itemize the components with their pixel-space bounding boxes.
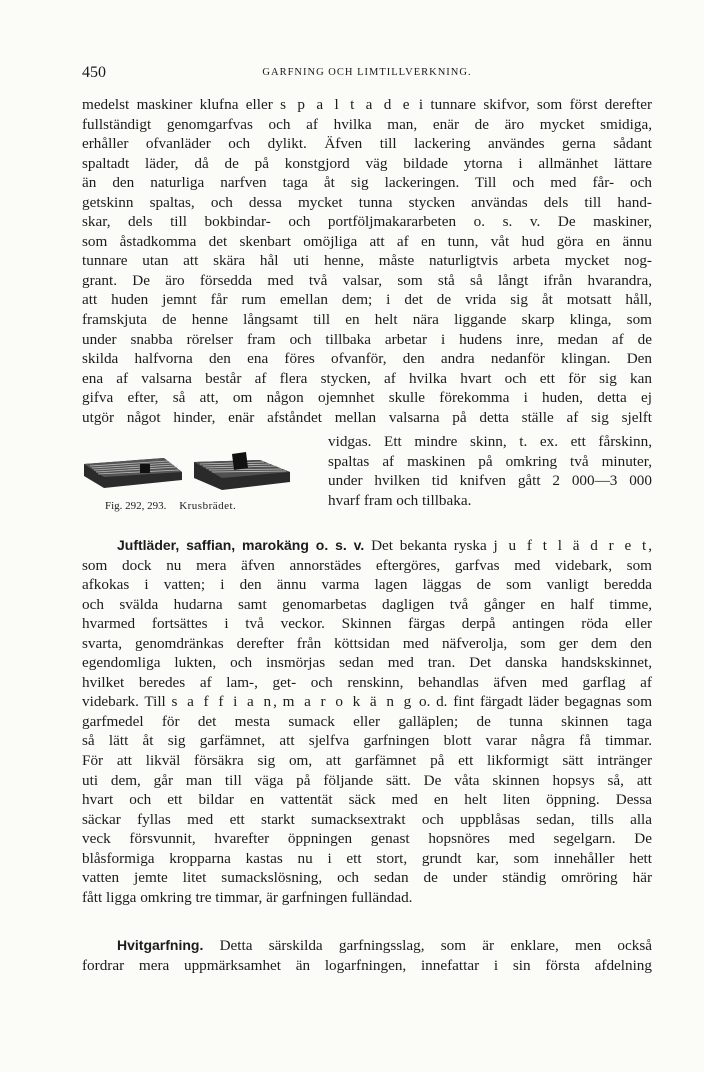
text-segment: så lätt åt sig garfämnet, att sjelfva garfningen blott varar några få timmar. <box>82 732 652 750</box>
text-segment: framskjuta de henne långsamt till en helt nära liggande skarp klinga, som <box>82 311 652 329</box>
text-line <box>82 731 652 751</box>
text-line <box>82 349 652 369</box>
text-segment: ena af valsarna består af flera stycken, af hvilka hvart och ett för sig kan <box>82 369 652 387</box>
text-line <box>82 212 652 232</box>
text-segment: fått ligga omkring tre timmar, är garfningen fulländad. <box>82 888 413 906</box>
paragraph-hvitgarfning <box>82 936 652 975</box>
text-segment: utgör något hinder, enär afståndet mellan valsarna på detta ställe af sig sjelft <box>82 408 652 426</box>
paragraph-spaltning <box>82 95 652 427</box>
text-line <box>82 692 652 712</box>
text-line <box>82 673 652 693</box>
text-segment: egendomliga lukten, och insmörjas sedan med tran. Det danska handskskinnet, <box>82 654 652 672</box>
text-segment: Juftläder, saffian, marokäng o. s. v. <box>117 537 365 553</box>
krusbradet-board-right <box>194 452 290 490</box>
text-line <box>82 712 652 732</box>
text-segment: fullständigt genomgarfvas och af hvilka man, enär de äro mycket smidiga, <box>82 115 652 133</box>
text-line <box>82 369 652 389</box>
text-line <box>82 888 652 908</box>
text-segment: getskinn spaltas, och dessa mycket tunna stycken användas dels till hand- <box>82 193 652 211</box>
text-segment: tunnare utan att skära hål uti henne, måste naturligtvis arbeta mycket nog- <box>82 252 652 270</box>
text-segment: hvart och ett bildar en vattentät säck med en helt liten öppning. Dessa <box>82 791 652 809</box>
page-header <box>82 64 652 84</box>
text-segment: hvilket beredes af lam-, get- och renskinn, behandlas äfven med garflag af <box>82 673 652 691</box>
text-segment: , <box>648 537 652 554</box>
text-segment: videbark. Till <box>82 693 172 711</box>
text-segment: grant. De äro försedda med två valsar, som stå så långt ifrån hvarandra, <box>82 271 652 289</box>
text-segment: fordrar mera uppmärksamhet än logarfningen, innefattar i sin första afdelning <box>82 956 652 974</box>
text-segment: Hvitgarfning. <box>117 937 204 953</box>
text-line <box>82 810 652 830</box>
text-segment: vatten jemte litet sumackslösning, och sedan de under ständig omröring här <box>82 869 652 887</box>
text-line <box>82 751 652 771</box>
text-line <box>82 408 652 428</box>
text-line <box>82 251 652 271</box>
text-line <box>82 290 652 310</box>
text-segment: hvarmed fortsättes i två veckor. Skinnen färgas derpå antingen röda eller <box>82 615 652 633</box>
text-segment: att huden jemnt får rum emellan dem; i det de vrida sig åt motsatt håll, <box>82 291 652 309</box>
text-segment: som åstadkomma det skenbart omöjliga att af en tunn, våt hud göra en ännu <box>82 232 652 250</box>
text-segment: svarta, genomdränkas derefter från köttsidan med näfverolja, som ger dem den <box>82 634 652 652</box>
figure-krusbradet <box>82 438 322 520</box>
text-segment: i tunnare skifvor, som först derefter <box>411 96 652 113</box>
text-line <box>82 771 652 791</box>
text-line <box>82 849 652 869</box>
text-segment: garfmedel för det mesta sumack eller galläplen; de tunna skinnen taga <box>82 712 652 730</box>
text-line <box>82 310 652 330</box>
text-line: hvarf fram och tillbaka. <box>328 491 472 509</box>
text-line <box>82 173 652 193</box>
text-line <box>82 653 652 673</box>
text-line <box>82 790 652 810</box>
text-segment: j u f t l ä d r e t <box>493 537 649 554</box>
text-segment: m a r o k ä n g <box>282 693 414 711</box>
text-segment: under snabba rörelser fram och tillbaka arbetar i hudens inre, medan af de <box>82 330 652 348</box>
figure-caption <box>105 500 236 512</box>
text-line <box>82 956 652 976</box>
text-line: spaltas af maskinen på omkring två minuter, <box>328 452 652 470</box>
text-segment: s a f f i a n <box>171 693 274 711</box>
text-segment: medelst maskiner klufna eller <box>82 96 281 113</box>
text-segment: s p a l t a d e <box>280 96 412 113</box>
krusbradet-illustration <box>82 450 302 496</box>
figure-caption-number: Fig. 292, 293. <box>105 500 167 512</box>
text-segment: o. d. fint färgadt läder begagnas som <box>413 693 652 711</box>
text-line <box>82 936 652 956</box>
paragraph-juftlader <box>82 536 652 907</box>
text-line <box>82 595 652 615</box>
text-line: under hvilken tid knifven gått 2 000—3 000 <box>328 472 652 490</box>
text-line <box>82 575 652 595</box>
text-line <box>82 868 652 888</box>
text-line <box>82 232 652 252</box>
text-segment: Detta särskilda garfningsslag, som är enklare, men också <box>203 937 652 954</box>
text-line <box>82 536 652 556</box>
text-segment: För att likväl försäkra sig om, att garfämnet på ett likformigt sätt intränger <box>82 752 652 770</box>
text-segment: blåsformiga kropparna kastas nu i ett stort, grundt kar, som innehåller hett <box>82 849 652 867</box>
text-line: vidgas. Ett mindre skinn, t. ex. ett fårskinn, <box>328 433 652 450</box>
text-segment: skilda halfvorna den ena föres ofvanför, den andra nedanför klingan. Den <box>82 350 652 368</box>
text-segment: veck försvunnit, hvarefter öppningen genast hopsnöres med segelgarn. De <box>82 830 652 848</box>
krusbradet-board-left <box>84 458 182 488</box>
text-line <box>82 95 652 115</box>
text-segment: än den naturliga narfven taga åt sig lackeringen. Till och med får- och <box>82 174 652 192</box>
text-line <box>82 154 652 174</box>
text-segment: uti dem, går man till väga på följande sätt. De våta skinnen hopsys så, att <box>82 771 652 789</box>
text-line <box>82 271 652 291</box>
text-line <box>82 330 652 350</box>
text-segment: gifva efter, så att, om någon ojemnhet skulle förekomma i huden, detta ej <box>82 389 652 407</box>
text-segment: säckar fyllas med ett starkt sumacksextrakt och uppblåsas sedan, tills alla <box>82 810 652 828</box>
text-segment: spaltadt läder, då de på konstgjord väg bildade ytorna i allmänhet lättare <box>82 154 652 172</box>
text-segment: och svälda hudarna samt genomarbetas dagligen två gånger en half timme, <box>82 595 652 613</box>
text-segment: erhåller ofvanläder och dylikt. Äfven till lackering användes gerna sådant <box>82 135 652 153</box>
text-segment: som dock nu mera äfven annorstädes eftergöres, garfvas med videbark, som <box>82 556 652 574</box>
text-segment: Det bekanta ryska <box>364 537 494 554</box>
text-line <box>82 193 652 213</box>
text-line <box>82 829 652 849</box>
text-line <box>82 388 652 408</box>
page-number: 450 <box>82 64 106 81</box>
text-line <box>82 614 652 634</box>
text-line <box>82 556 652 576</box>
figure-caption-name: Krusbrädet. <box>179 500 237 512</box>
text-segment: , <box>273 693 283 711</box>
text-line <box>82 115 652 135</box>
text-line <box>82 134 652 154</box>
running-title: GARFNING OCH LIMTILLVERKNING. <box>262 67 472 78</box>
text-segment: afkokas i vatten; i den ännu varma lagen läggas de som vanligt beredda <box>82 576 652 594</box>
text-line <box>82 634 652 654</box>
text-segment: skar, dels till bokbindar- och portföljmakararbeten o. s. v. De maskiner, <box>82 213 652 231</box>
